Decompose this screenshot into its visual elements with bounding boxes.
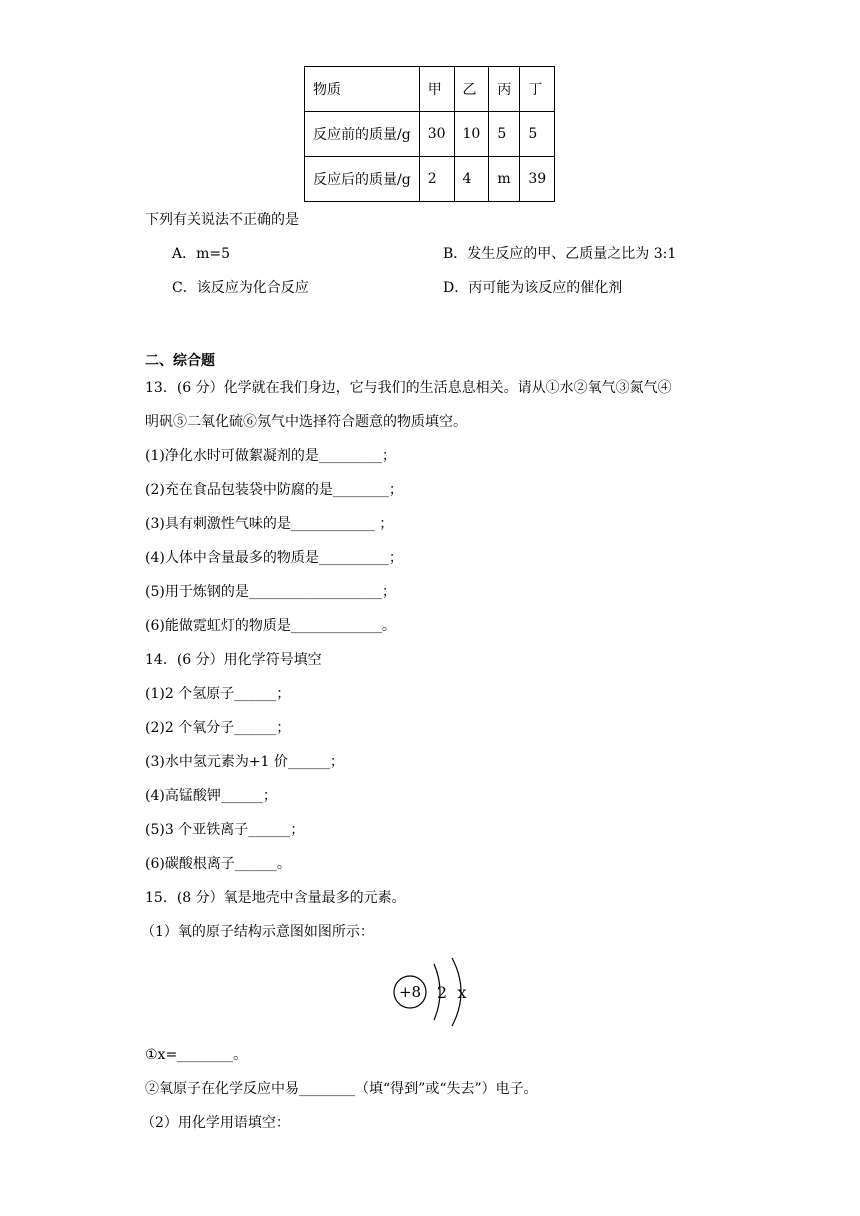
question-13-item: (5)用于炼钢的是___________________； (145, 584, 396, 600)
table-cell: m (489, 157, 520, 202)
question-13-item: (2)充在食品包装袋中防腐的是________； (145, 482, 403, 498)
question-14-item: (4)高锰酸钾______； (145, 788, 277, 804)
oxygen-atom-structure-diagram (386, 956, 486, 1028)
option-a: A．m=5 (172, 246, 231, 262)
mass-table (304, 66, 555, 202)
question-15-item: ①x=________。 (145, 1047, 248, 1063)
question-15-sub1: （1）氧的原子结构示意图如图所示： (141, 924, 374, 940)
section-2-heading: 二、综合题 (145, 353, 215, 369)
question-15-item: ②氧原子在化学反应中易________（填“得到”或“失去”）电子。 (145, 1081, 538, 1097)
question-13-item: (3)具有刺激性气味的是____________ ； (145, 516, 394, 532)
question-14-stem: 14．(6 分）用化学符号填空 (145, 652, 322, 668)
table-cell: 丁 (520, 67, 555, 112)
shell-1-electrons: 2 (436, 983, 448, 1002)
shell-2-electrons: x (457, 983, 467, 1002)
table-cell: 4 (454, 157, 489, 202)
nucleus-charge: +8 (398, 983, 422, 1001)
table-cell: 10 (454, 112, 489, 157)
table-cell: 甲 (419, 67, 454, 112)
option-c: C．该反应为化合反应 (172, 280, 309, 296)
question-12-stem: 下列有关说法不正确的是 (145, 212, 299, 228)
question-15-stem: 15．(8 分）氧是地壳中含量最多的元素。 (145, 890, 406, 906)
option-d: D．丙可能为该反应的催化剂 (443, 280, 623, 296)
table-cell: 乙 (454, 67, 489, 112)
table-cell: 5 (489, 112, 520, 157)
table-cell: 反应前的质量/g (305, 112, 420, 157)
table-cell: 丙 (489, 67, 520, 112)
question-13-item: (1)净化水时可做絮凝剂的是_________； (145, 448, 396, 464)
question-13-stem-line2: 明矾⑤二氧化硫⑥氖气中选择符合题意的物质填空。 (145, 414, 467, 430)
option-b: B．发生反应的甲、乙质量之比为 3:1 (443, 246, 677, 262)
question-14-item: (5)3 个亚铁离子______； (145, 822, 305, 838)
table-cell: 30 (419, 112, 454, 157)
question-13-item: (4)人体中含量最多的物质是__________； (145, 550, 403, 566)
question-14-item: (6)碳酸根离子______。 (145, 856, 291, 872)
question-14-item: (3)水中氢元素为+1 价______； (145, 754, 344, 770)
table-header-row (305, 67, 555, 112)
question-14-item: (1)2 个氢原子______； (145, 686, 291, 702)
question-13-stem-line1: 13．(6 分）化学就在我们身边，它与我们的生活息息相关。请从①水②氧气③氮气④ (145, 380, 672, 396)
table-row (305, 157, 555, 202)
question-13-item: (6)能做霓虹灯的物质是_____________。 (145, 618, 396, 634)
question-15-sub2: （2）用化学用语填空： (141, 1115, 290, 1131)
table-cell: 2 (419, 157, 454, 202)
table-cell: 5 (520, 112, 555, 157)
table-cell: 反应后的质量/g (305, 157, 420, 202)
table-cell: 物质 (305, 67, 420, 112)
table-row (305, 112, 555, 157)
question-14-item: (2)2 个氧分子______； (145, 720, 291, 736)
table-cell: 39 (520, 157, 555, 202)
